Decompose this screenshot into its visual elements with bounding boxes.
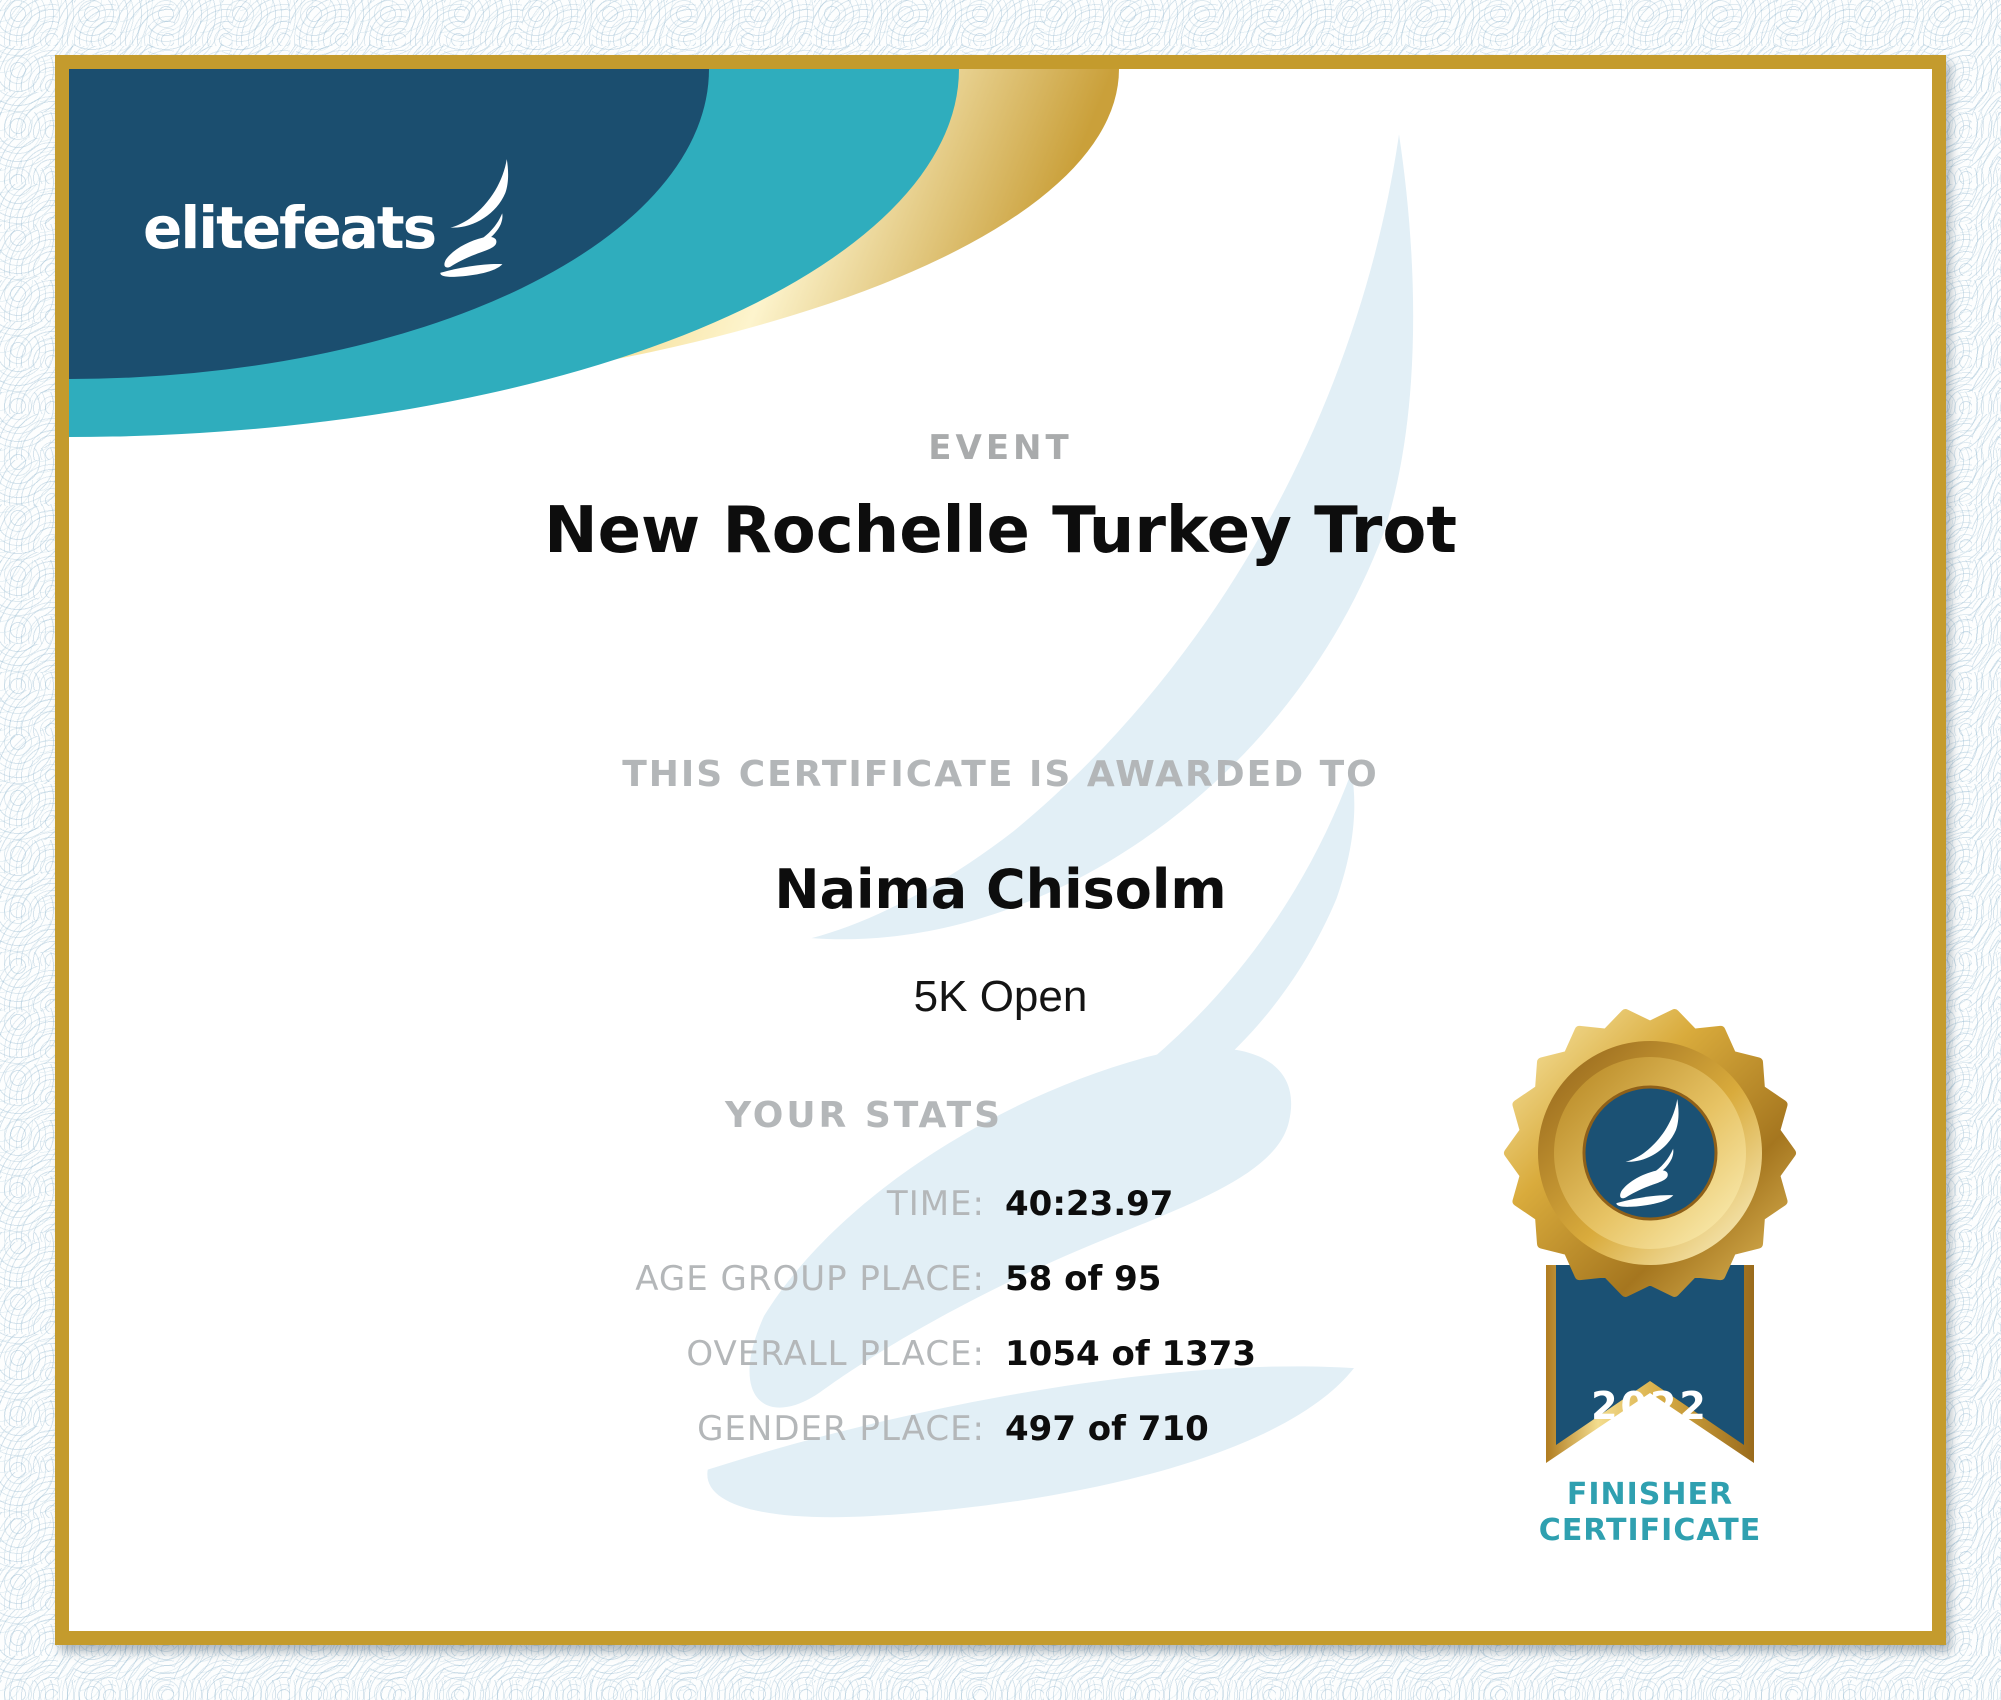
- event-heading: EVENT: [928, 428, 1073, 468]
- stat-label: AGE GROUP PLACE:: [635, 1259, 985, 1299]
- stat-label: OVERALL PLACE:: [686, 1334, 985, 1374]
- runner-name: Naima Chisolm: [774, 858, 1227, 921]
- stats-heading: YOUR STATS: [724, 1095, 1004, 1136]
- race-division: 5K Open: [913, 972, 1088, 1021]
- stat-value: 1054 of 1373: [1005, 1334, 1257, 1374]
- brand-name: elitefeats: [143, 194, 436, 262]
- badge-caption-line2: CERTIFICATE: [1538, 1513, 1762, 1548]
- stat-value: 58 of 95: [1005, 1259, 1162, 1299]
- badge-year: 2022: [1591, 1384, 1709, 1428]
- stat-value: 40:23.97: [1005, 1184, 1174, 1224]
- stat-value: 497 of 710: [1005, 1409, 1209, 1449]
- award-heading: THIS CERTIFICATE IS AWARDED TO: [622, 754, 1379, 795]
- event-title: New Rochelle Turkey Trot: [544, 494, 1457, 568]
- gold-frame: [55, 55, 1946, 1645]
- stat-label: GENDER PLACE:: [697, 1409, 985, 1449]
- badge-caption-line1: FINISHER: [1566, 1477, 1734, 1512]
- stat-label: TIME:: [886, 1184, 985, 1224]
